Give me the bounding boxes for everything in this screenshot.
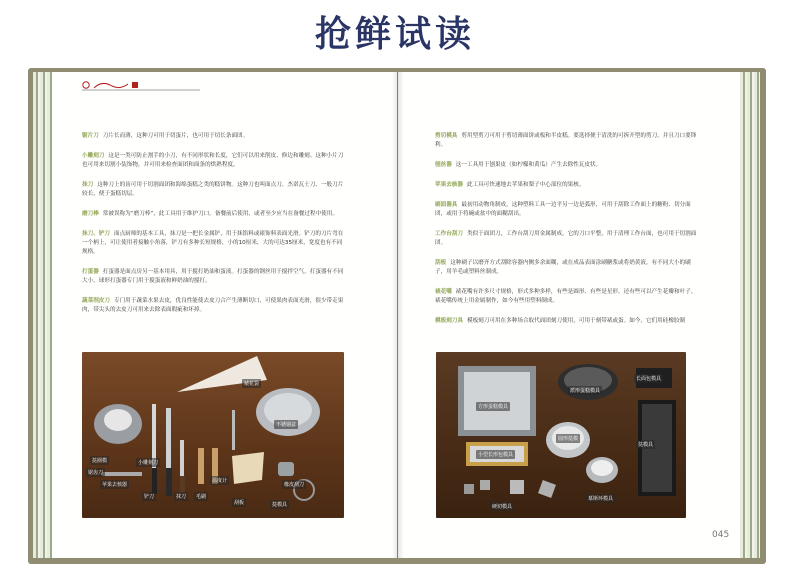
entry [82,230,344,257]
photo-label: 小型长形包模具 [478,452,514,458]
photo-label: 派形蛋糕模具 [570,388,601,394]
entry-term: 锯片刀 [82,133,99,139]
tools-illustration [82,352,344,518]
entry [82,132,344,141]
entry-term: 模板刻刀具 [435,318,463,324]
photo-label: 抹刀 [176,494,187,500]
entry-term: 打蛋器 [82,269,99,275]
photo-label: 苹果去核器 [102,482,128,488]
entry-term: 裱花嘴 [435,289,452,295]
entry-text: 常被误称为“磨刀棒”，此工具用于维护刀口。备餐前后使用，或者至少应当在备餐过程中使用。 [102,211,338,217]
page-number: 045 [712,530,730,540]
entry [435,132,697,150]
photo-label: 铲刀 [144,494,155,500]
entry-text: 打蛋器是面点房另一基本用具，用于搅打奶油和蛋液。打蛋器的钢丝用于搅拌空气，打蛋器有不同大小，球形打蛋器专门用于搅蛋液和鲜奶油的搅打。 [82,269,344,284]
header-logo-icon [82,80,202,92]
entry-text: 这种刀上的齿可用于切割面团和海绵蛋糕之类的糕饼物。这种刀也叫面点刀、杰诺瓦士刀、一般刀片较长，便于蛋糕切层。 [82,182,344,197]
entry [435,181,697,190]
entry-text: 专门用于蔬菜水果去皮，优良性能使去皮刀合产生薄断切口，可使果肉表面光滑，很少带走果肉，带尖头的去皮刀可用来去除表面瑕疵和坏掉。 [82,298,344,313]
book-spine [392,72,404,558]
entry-term: 刷面器具 [435,202,458,208]
photo-label: 慕斯环模具 [588,496,614,502]
header-logo [82,80,202,92]
photo-label: 挞圈模 [92,458,108,464]
photo-label: 硬切模具 [492,504,513,510]
right-edge-stripes [740,72,760,558]
left-edge-stripes [33,72,53,558]
photo-label: 毛刷 [196,494,207,500]
entry-text: 裱花嘴有许多尺寸规格，形式多种多样，有些是圆形、有些是星形，还有些可以产生花瓣和叶子。裱花嘴传统上用金属制作，如今有些用塑料制成。 [435,289,697,304]
entry-text: 这是一类可防止割手的小刀，有不同形状和长度，它们可以用来削皮、修边和雕刻。这种小片刀也可用来切割小装饰物，并可用来检查面团和面条的烘熟程度。 [82,153,344,168]
entry [435,259,697,277]
entry-text: 这种刷子以磨齐方式刮除容器内侧多余面糊，或在成品表面涂刷糖浆或将奶黄液。有不同大小的刷子，用羊毛或塑料丝制成。 [435,260,691,275]
entry-term: 苹果去核器 [435,182,463,188]
banner-title: 抢鲜试读 [314,14,475,55]
entry-term: 蔬菜削皮刀 [82,298,110,304]
entry-term: 小雕刻刀 [82,153,105,159]
entry-term: 剪切模具 [435,133,458,139]
entry [435,230,697,248]
entry [82,152,344,170]
photo-label: 温度计 [212,478,228,484]
photo-label: 小雕刻刀 [138,460,159,466]
photo-label: 圆形挞模 [558,436,579,442]
photo-label: 挞模具 [638,442,654,448]
entry [82,181,344,199]
photo-label: 方形蛋糕模具 [478,404,509,410]
photo-label: 锯齿刀 [88,470,104,476]
entry-term: 工作台刮刀 [435,231,463,237]
entry-text: 剪用型剪刀可用于剪切薄面饼或板和半皮糕。要选择便于清洗的可拆开型的剪刀，并且刀口要锋利。 [435,133,697,148]
entry-text: 类似于面团刀，工作台刮刀用金属制成，它的刀口平整，用于清理工作台面，也可用于切割面团。 [435,231,697,246]
photo-label: 橡皮刮刀 [284,482,305,488]
entry-term: 刮板 [435,260,447,266]
photo-label: 长面包模具 [636,376,662,382]
entry [82,268,344,286]
entry [435,317,697,326]
photo-label: 裱花袋 [244,381,260,387]
entry-text: 模板刻刀可用在多种场合取代面团刻刀使用，可用于刻带裱或蛋。如今，它们用硅橡胶制 [466,318,686,324]
entry [435,201,697,219]
left-entries [82,132,344,326]
entry-term: 抹刀、铲刀 [82,231,110,237]
entry [82,210,344,219]
photo-label: 刮板 [234,500,245,506]
entry [435,288,697,306]
entry [435,161,697,170]
entry-text: 刀片长而薄，这种刀可用于切蛋片，也可用于切长条面团。 [102,133,249,139]
entry-text: 面点厨师的基本工具，抹刀是一把长金属铲，用于抹馅料或裱饰料表面光滑。铲刀的刀片弯在一个柄上，可让使用者接触小角落，铲刀有多种长短规格，小的10厘米，大的可达35厘米，宽度也有不同规格。 [82,231,344,255]
molds-photo-right [436,352,686,518]
right-entries [435,132,697,337]
entry-term: 刨丝器 [435,162,452,168]
entry-term: 抹刀 [82,182,94,188]
photo-label: 挞模具 [272,502,288,508]
entry-text: 最初用动物角制成，这种塑料工具一边平另一边是弧形，可用于刮除工作面上的糖粉、切分面团，或用于将碗或盆中的面糊刮出。 [435,202,691,217]
tools-photo-left [82,352,344,518]
photo-label: 不锈钢盆 [276,422,297,428]
entry-term: 磨刀棒 [82,211,99,217]
entry-text: 这一工具用于刨果皮（如柠檬和黄瓜）产生去除性瓦皮状。 [455,162,602,168]
entry [82,297,344,315]
entry-text: 此工具可快速地去苹果和梨子中心部位的果核。 [466,182,585,188]
